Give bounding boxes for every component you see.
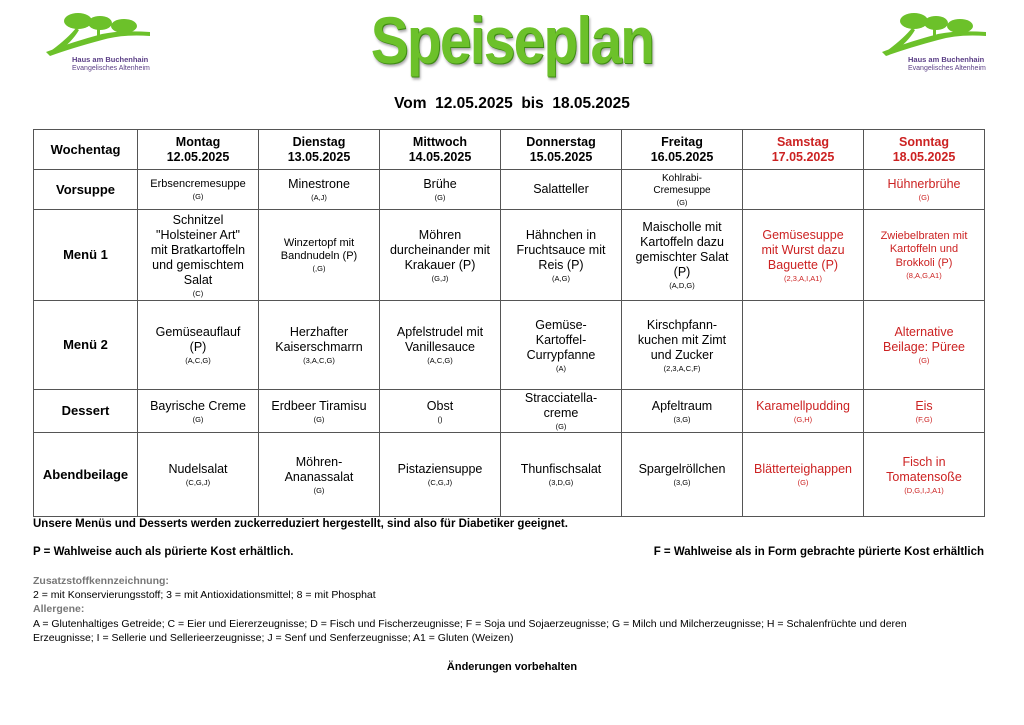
- allergen-code: (G): [555, 422, 567, 431]
- dish-name: Salatteller: [533, 181, 589, 196]
- dish-name: Brühe: [423, 177, 457, 191]
- menu-cell: [622, 301, 743, 390]
- row-label-menu2: Menü 2: [34, 301, 138, 390]
- day-name: Dienstag: [292, 134, 346, 149]
- additives-title: Zusatzstoffkennzeichnung:: [33, 575, 169, 587]
- menu-cell: [743, 433, 864, 517]
- dish-name: Möhren- Ananassalat: [284, 454, 354, 484]
- day-header: [501, 130, 622, 170]
- menu-cell: [138, 301, 259, 390]
- allergen-code: (8,A,G,A1): [906, 270, 942, 280]
- row-vorsuppe: [34, 170, 985, 210]
- dish-name: Zwiebelbraten mit Kartoffeln und Brokkoli (P): [880, 230, 968, 269]
- allergen-code: (G): [313, 485, 325, 495]
- header-row: [34, 130, 985, 170]
- dish-name: Kirschpfann- kuchen mit Zimt und Zucker: [637, 317, 727, 362]
- menu-cell: [501, 433, 622, 517]
- dish-name: Fisch in Tomatensoße: [886, 454, 962, 484]
- dish-name: Schnitzel "Holsteiner Art" mit Bratkartoffeln und gemischtem Salat: [150, 212, 246, 287]
- menu-cell: [259, 433, 380, 517]
- allergens-text-line1: A = Glutenhaltiges Getreide; C = Eier und Eiererzeugnisse; D = Fisch und Fischerzeugnisse; F = Soja und Sojaerzeugnisse; G = Milch und Milcherzeugnisse; H = Schalenfrüchte und deren: [33, 618, 907, 630]
- day-name: Montag: [175, 134, 221, 149]
- day-header: [864, 130, 985, 170]
- dish-name: Eis: [915, 398, 933, 413]
- allergen-code: (,G): [312, 264, 326, 274]
- allergen-code: (D,G,I,J,A1): [904, 485, 944, 495]
- day-date: 13.05.2025: [287, 149, 351, 164]
- dish-name: Pistaziensuppe: [397, 462, 483, 476]
- p-note: P = Wahlweise auch als pürierte Kost erhältlich.: [33, 546, 294, 558]
- allergen-code: (C): [192, 288, 204, 298]
- dish-name: Stracciatella- creme: [524, 391, 598, 420]
- dish-name: Hühnerbrühe: [887, 177, 961, 191]
- dish-name: Spargelröllchen: [638, 462, 726, 476]
- row-label-abend: Abendbeilage: [34, 433, 138, 517]
- allergen-code: (G): [313, 414, 325, 424]
- day-date: 15.05.2025: [529, 149, 593, 164]
- row-label-wochentag: Wochentag: [34, 130, 138, 170]
- menu-cell: [259, 170, 380, 210]
- dish-name: Gemüsesuppe mit Wurst dazu Baguette (P): [761, 227, 845, 272]
- day-date: 18.05.2025: [892, 149, 956, 164]
- menu-cell: [380, 210, 501, 301]
- menu-cell: [138, 170, 259, 210]
- menu-cell: [622, 210, 743, 301]
- dish-name: Alternative Beilage: Püree: [882, 325, 965, 354]
- day-header: [380, 130, 501, 170]
- allergen-code: (2,3,A,C,F): [663, 363, 701, 373]
- day-header: [622, 130, 743, 170]
- menu-cell: [380, 433, 501, 517]
- allergen-code: (3,G): [673, 414, 691, 424]
- allergen-code: (3,A,C,G): [303, 356, 335, 365]
- f-note: F = Wahlweise als in Form gebrachte pürierte Kost erhältlich: [653, 546, 984, 558]
- week-range: Vom 12.05.2025 bis 18.05.2025: [394, 95, 630, 112]
- menu-cell: [501, 301, 622, 390]
- dish-name: Blätterteighappen: [754, 462, 852, 476]
- dish-name: Obst: [426, 398, 454, 413]
- menu-cell: [622, 170, 743, 210]
- dish-name: Thunfischsalat: [520, 462, 602, 476]
- page-title: Speiseplan: [370, 3, 654, 77]
- dish-name: Gemüse- Kartoffel- Currypfanne: [526, 317, 596, 362]
- row-menu1: [34, 210, 985, 301]
- menu-cell: [501, 210, 622, 301]
- menu-cell: [138, 210, 259, 301]
- allergen-code: (A,J): [311, 193, 327, 202]
- dish-name: Gemüseauflauf (P): [155, 325, 241, 354]
- menu-cell: [259, 390, 380, 433]
- dish-name: Minestrone: [288, 177, 350, 191]
- day-date: 14.05.2025: [408, 149, 472, 164]
- day-name: Freitag: [661, 134, 703, 149]
- menu-cell: [743, 210, 864, 301]
- allergen-code: (G): [676, 197, 688, 207]
- menu-cell: [259, 301, 380, 390]
- menu-cell: [864, 210, 985, 301]
- row-dessert: [34, 390, 985, 433]
- day-name: Sonntag: [899, 134, 949, 149]
- day-header: [259, 130, 380, 170]
- dish-name: Erbsencremesuppe: [150, 177, 246, 190]
- menu-cell: [743, 301, 864, 390]
- day-header: [138, 130, 259, 170]
- dish-name: Hähnchen in Fruchtsauce mit Reis (P): [516, 227, 606, 272]
- allergen-code: (G): [434, 193, 446, 202]
- menu-cell: [864, 170, 985, 210]
- diabetic-note: Unsere Menüs und Desserts werden zuckerreduziert hergestellt, sind also für Diabetiker geeignet.: [33, 518, 568, 530]
- changes-note: Änderungen vorbehalten: [446, 661, 578, 673]
- menu-cell: [138, 390, 259, 433]
- day-name: Donnerstag: [526, 134, 596, 149]
- row-menu2: [34, 301, 985, 390]
- allergens-title: Allergene:: [33, 603, 85, 615]
- allergen-code: (G): [918, 356, 930, 365]
- allergen-code: (C,G,J): [185, 478, 211, 487]
- logo-subtitle: Evangelisches Altenheim: [72, 65, 150, 72]
- allergen-code: (G): [192, 414, 204, 424]
- menu-cell: [138, 433, 259, 517]
- row-label-menu1: Menü 1: [34, 210, 138, 301]
- day-date: 17.05.2025: [771, 149, 835, 164]
- allergen-code: (A,C,G): [185, 356, 211, 365]
- menu-cell: [380, 301, 501, 390]
- dish-name: Maischolle mit Kartoffeln dazu gemischter Salat (P): [635, 220, 729, 279]
- day-name: Mittwoch: [412, 134, 468, 149]
- allergen-code: (3,G): [673, 478, 691, 487]
- allergen-code: (G): [192, 192, 204, 202]
- allergen-code: (C,G,J): [427, 478, 453, 487]
- menu-cell: [501, 170, 622, 210]
- menu-cell: [743, 390, 864, 433]
- allergen-code: (2,3,A,I,A1): [784, 273, 822, 283]
- menu-cell: [622, 433, 743, 517]
- logo-name: Haus am Buchenhain: [72, 55, 149, 64]
- allergens-text-line2: Erzeugnisse; I = Sellerie und Sellerieerzeugnisse; J = Senf und Senferzeugnisse; A1 = Gluten (Weizen): [33, 632, 514, 644]
- dish-name: Kohlrabi- Cremesuppe: [653, 172, 711, 196]
- dish-name: Nudelsalat: [168, 462, 228, 476]
- menu-cell: [743, 170, 864, 210]
- allergen-code: (G): [797, 478, 809, 487]
- menu-cell: [501, 390, 622, 433]
- dish-name: Erdbeer Tiramisu: [271, 398, 367, 413]
- allergen-code: (A,C,G): [427, 356, 453, 365]
- row-label-vorsuppe: Vorsuppe: [34, 170, 138, 210]
- dish-name: Apfelstrudel mit Vanillesauce: [396, 325, 484, 354]
- allergen-code: (3,D,G): [548, 478, 574, 487]
- allergen-code: (G,H): [793, 414, 813, 424]
- dish-name: Winzertopf mit Bandnudeln (P): [280, 236, 358, 262]
- allergen-code: (A,D,G): [669, 281, 695, 290]
- allergen-code: (G): [918, 193, 930, 202]
- day-date: 12.05.2025: [166, 149, 230, 164]
- logo-subtitle: Evangelisches Altenheim: [908, 65, 986, 72]
- day-date: 16.05.2025: [650, 149, 714, 164]
- day-name: Samstag: [776, 134, 830, 149]
- menu-cell: [864, 301, 985, 390]
- dish-name: Möhren durcheinander mit Krakauer (P): [389, 227, 491, 272]
- dish-name: Apfeltraum: [651, 398, 713, 413]
- dish-name: Bayrische Creme: [150, 398, 246, 413]
- menu-cell: [380, 390, 501, 433]
- additives-text: 2 = mit Konservierungsstoff; 3 = mit Antioxidationsmittel; 8 = mit Phosphat: [33, 589, 376, 601]
- day-header: [743, 130, 864, 170]
- dish-name: Karamellpudding: [756, 398, 850, 413]
- allergen-code: (G,J): [431, 273, 449, 283]
- row-abend: [34, 433, 985, 517]
- menu-cell: [622, 390, 743, 433]
- allergen-code: (): [437, 414, 443, 424]
- allergen-code: (A,G): [552, 273, 570, 283]
- menu-cell: [864, 390, 985, 433]
- menu-table: [33, 129, 985, 517]
- menu-cell: [380, 170, 501, 210]
- logo-name: Haus am Buchenhain: [908, 55, 985, 64]
- dish-name: Herzhafter Kaiserschmarrn: [275, 325, 363, 354]
- row-label-dessert: Dessert: [34, 390, 138, 433]
- menu-cell: [259, 210, 380, 301]
- allergen-code: (F,G): [915, 414, 933, 424]
- allergen-code: (A): [556, 363, 566, 373]
- menu-cell: [864, 433, 985, 517]
